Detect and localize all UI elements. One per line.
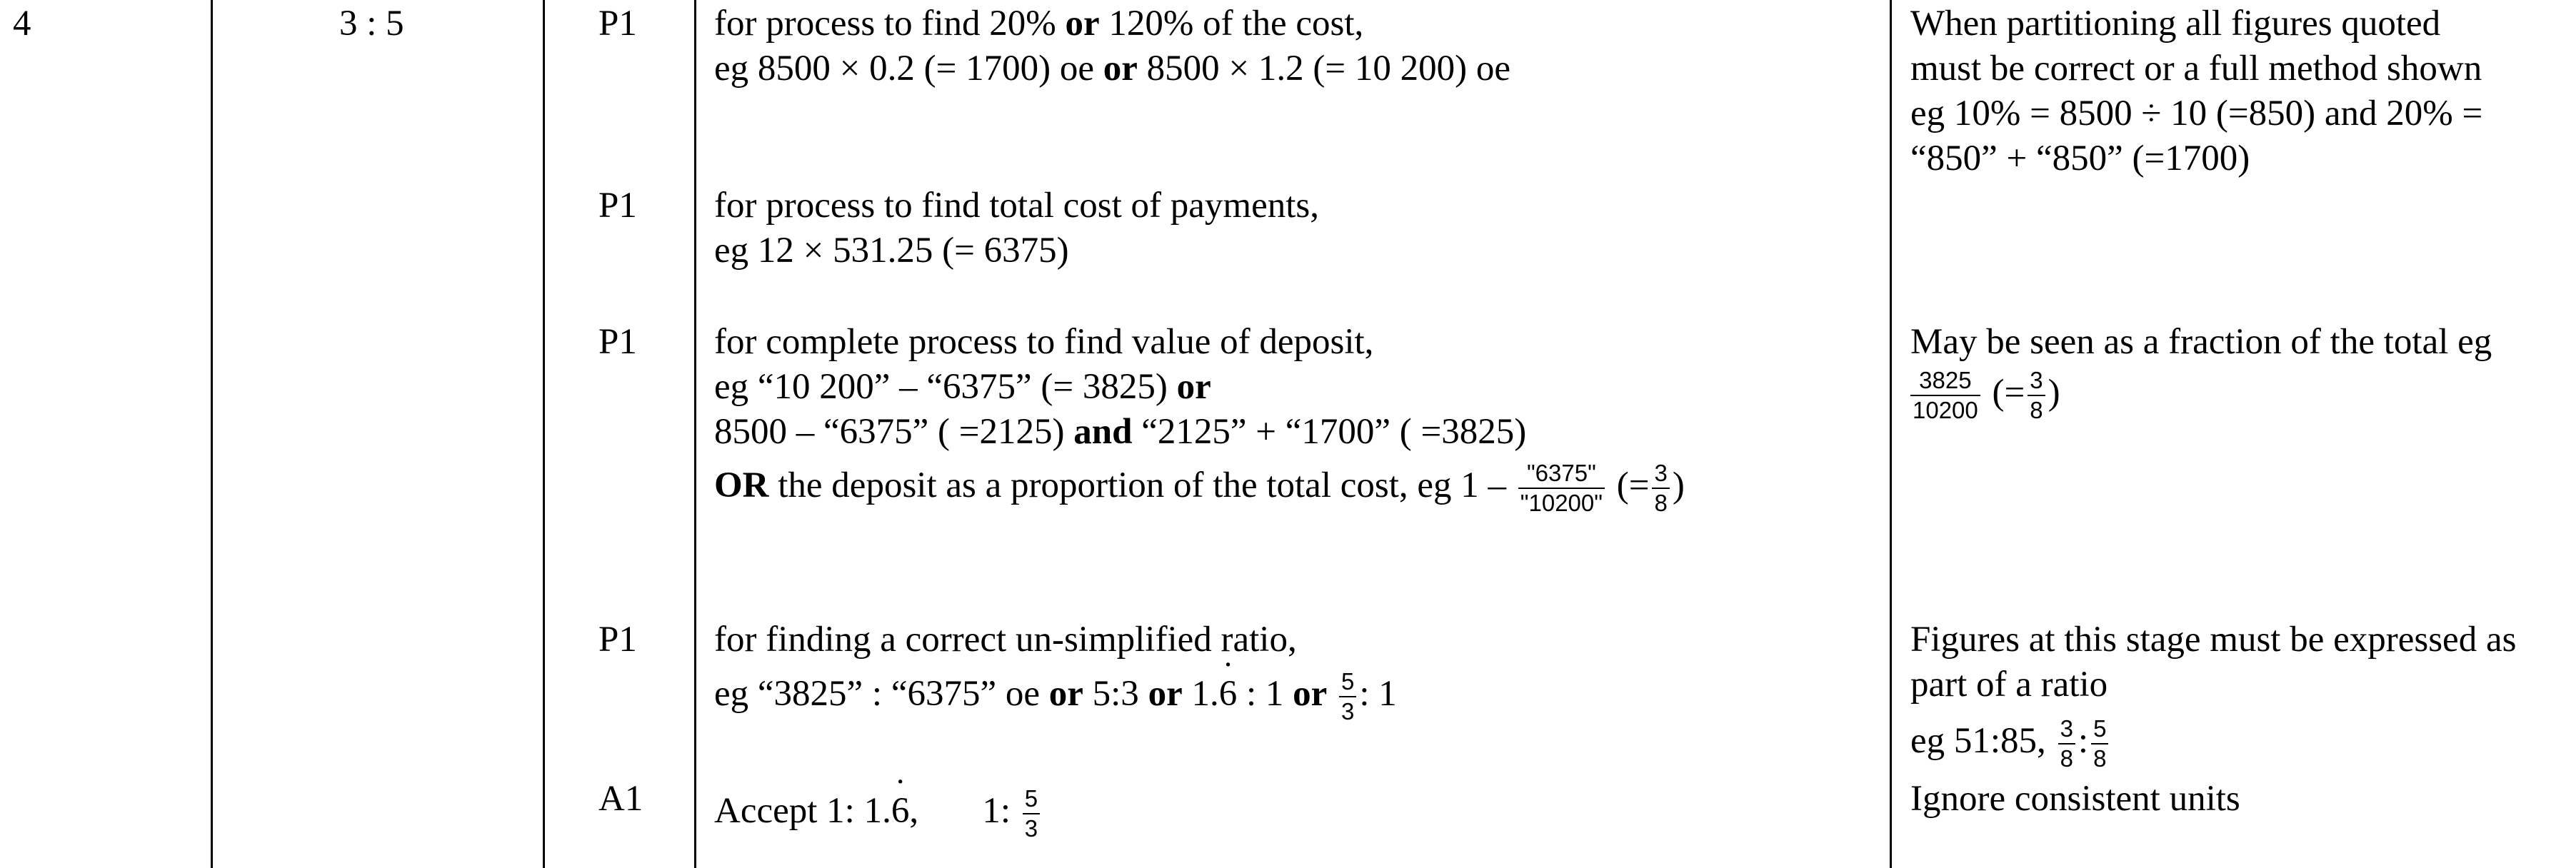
guidance-text: Ignore consistent units — [1910, 779, 2240, 819]
fraction: $\frac{3}{8}$ — [2028, 366, 2045, 425]
guidance-text: May be seen as a fraction of the total eg — [1910, 322, 2492, 362]
fraction: $\frac{3}{8}$ — [2058, 715, 2075, 773]
mark-code: P1 — [598, 4, 637, 44]
mark-scheme-text: eg “3825” : “6375” oe or 5:3 or 1.6 ˙ : 1 or $\frac{5}{3}$ : 1 — [714, 658, 1397, 730]
guidance-text: eg 51:85, $\frac{3}{8}$ : $\frac{5}{8}$ — [1910, 707, 2111, 775]
mark-scheme-text: eg 12 × 531.25 (= 6375) — [714, 231, 1069, 271]
guidance-text: part of a ratio — [1910, 665, 2108, 705]
mark-code: P1 — [598, 186, 637, 226]
mark-code: A1 — [598, 779, 643, 819]
mark-code: P1 — [598, 620, 637, 660]
fraction: $\frac{5}{3}$ — [1023, 784, 1040, 843]
column-divider — [543, 0, 545, 868]
fraction: $\frac{3825}{10200}$ — [1910, 366, 1980, 425]
mark-scheme-text: 8500 – “6375” ( =2125) and “2125” + “1700” ( =3825) — [714, 412, 1527, 452]
guidance-text: Figures at this stage must be expressed as — [1910, 620, 2517, 660]
mark-scheme-text: for complete process to find value of deposit, — [714, 322, 1374, 362]
fraction: $\frac{5}{8}$ — [2091, 715, 2108, 773]
guidance-text: $\frac{3825}{10200}$ (= $\frac{3}{8}$ ) — [1910, 357, 2060, 428]
guidance-text: must be correct or a full method shown — [1910, 49, 2482, 89]
fraction: $\frac{"6375"}{"10200"}$ — [1518, 459, 1605, 518]
column-divider — [694, 0, 696, 868]
answer-cell: 3 : 5 — [339, 4, 404, 44]
column-divider — [1890, 0, 1892, 868]
mark-scheme-text: Accept 1: 1.6 ˙, 1: $\frac{5}{3}$ — [714, 775, 1043, 847]
guidance-text: “850” + “850” (=1700) — [1910, 138, 2250, 178]
guidance-text: eg 10% = 8500 ÷ 10 (=850) and 20% = — [1910, 94, 2483, 133]
question-number: 4 — [13, 4, 31, 44]
mark-code: P1 — [598, 322, 637, 362]
column-divider — [211, 0, 213, 868]
mark-scheme-text: for finding a correct un-simplified ratio, — [714, 620, 1297, 660]
mark-scheme-text: eg 8500 × 0.2 (= 1700) oe or 8500 × 1.2 (= 10 200) oe — [714, 49, 1511, 89]
guidance-text: When partitioning all figures quoted — [1910, 4, 2441, 44]
fraction: $\frac{3}{8}$ — [1652, 459, 1669, 518]
mark-scheme-text: OR the deposit as a proportion of the total cost, eg 1 – $\frac{"6375"}{"10200"}$ (= $\frac{3}{8}$ ) — [714, 460, 1685, 517]
mark-scheme-text: for process to find 20% or 120% of the cost, — [714, 4, 1364, 44]
mark-scheme-text: eg “10 200” – “6375” (= 3825) or — [714, 367, 1211, 407]
fraction: $\frac{5}{3}$ — [1339, 667, 1356, 726]
mark-scheme-text: for process to find total cost of payments, — [714, 186, 1319, 226]
